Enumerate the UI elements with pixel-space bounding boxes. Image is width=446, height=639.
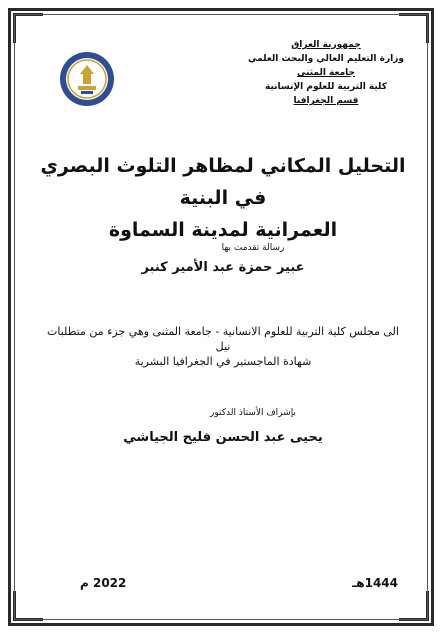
college-name: كلية التربية للعلوم الإنسانية [265,82,387,92]
department-name: قسم الجغرافيا [293,96,359,106]
gregorian-date: 2022 م [80,576,127,590]
ministry-name: وزارة التعليم العالي والبحث العلمي [247,54,405,64]
statement-line-1: الى مجلس كلية التربية للعلوم الانسانية - جامعة المثنى وهي جزء من متطلبات نيل [47,325,399,353]
supervision-label: بإشراف الأستاذ الدكتور [210,408,296,418]
statement-line-2: شهادة الماجستير في الجغرافيا البشرية [134,355,312,368]
university-seal-icon [58,50,116,108]
thesis-title [30,150,416,246]
country-name: جمهورية العراق [291,40,361,50]
presented-by-label: رسالة تقدمت بها [221,243,285,253]
hijri-date: 1444هـ [352,576,398,590]
title-line-2: العمرانية لمدينة السماوة [108,219,338,241]
submission-statement [40,324,406,369]
institution-header [246,38,406,108]
university-name: جامعة المثنى [296,68,356,78]
supervisor-name: يحيى عبد الحسن فليح الجياشي [123,430,323,445]
author-name: عبير حمزة عبد الأمير كنبر [141,260,305,275]
title-line-1: التحليل المكاني لمظاهر التلوث البصري في البنية [40,155,406,209]
